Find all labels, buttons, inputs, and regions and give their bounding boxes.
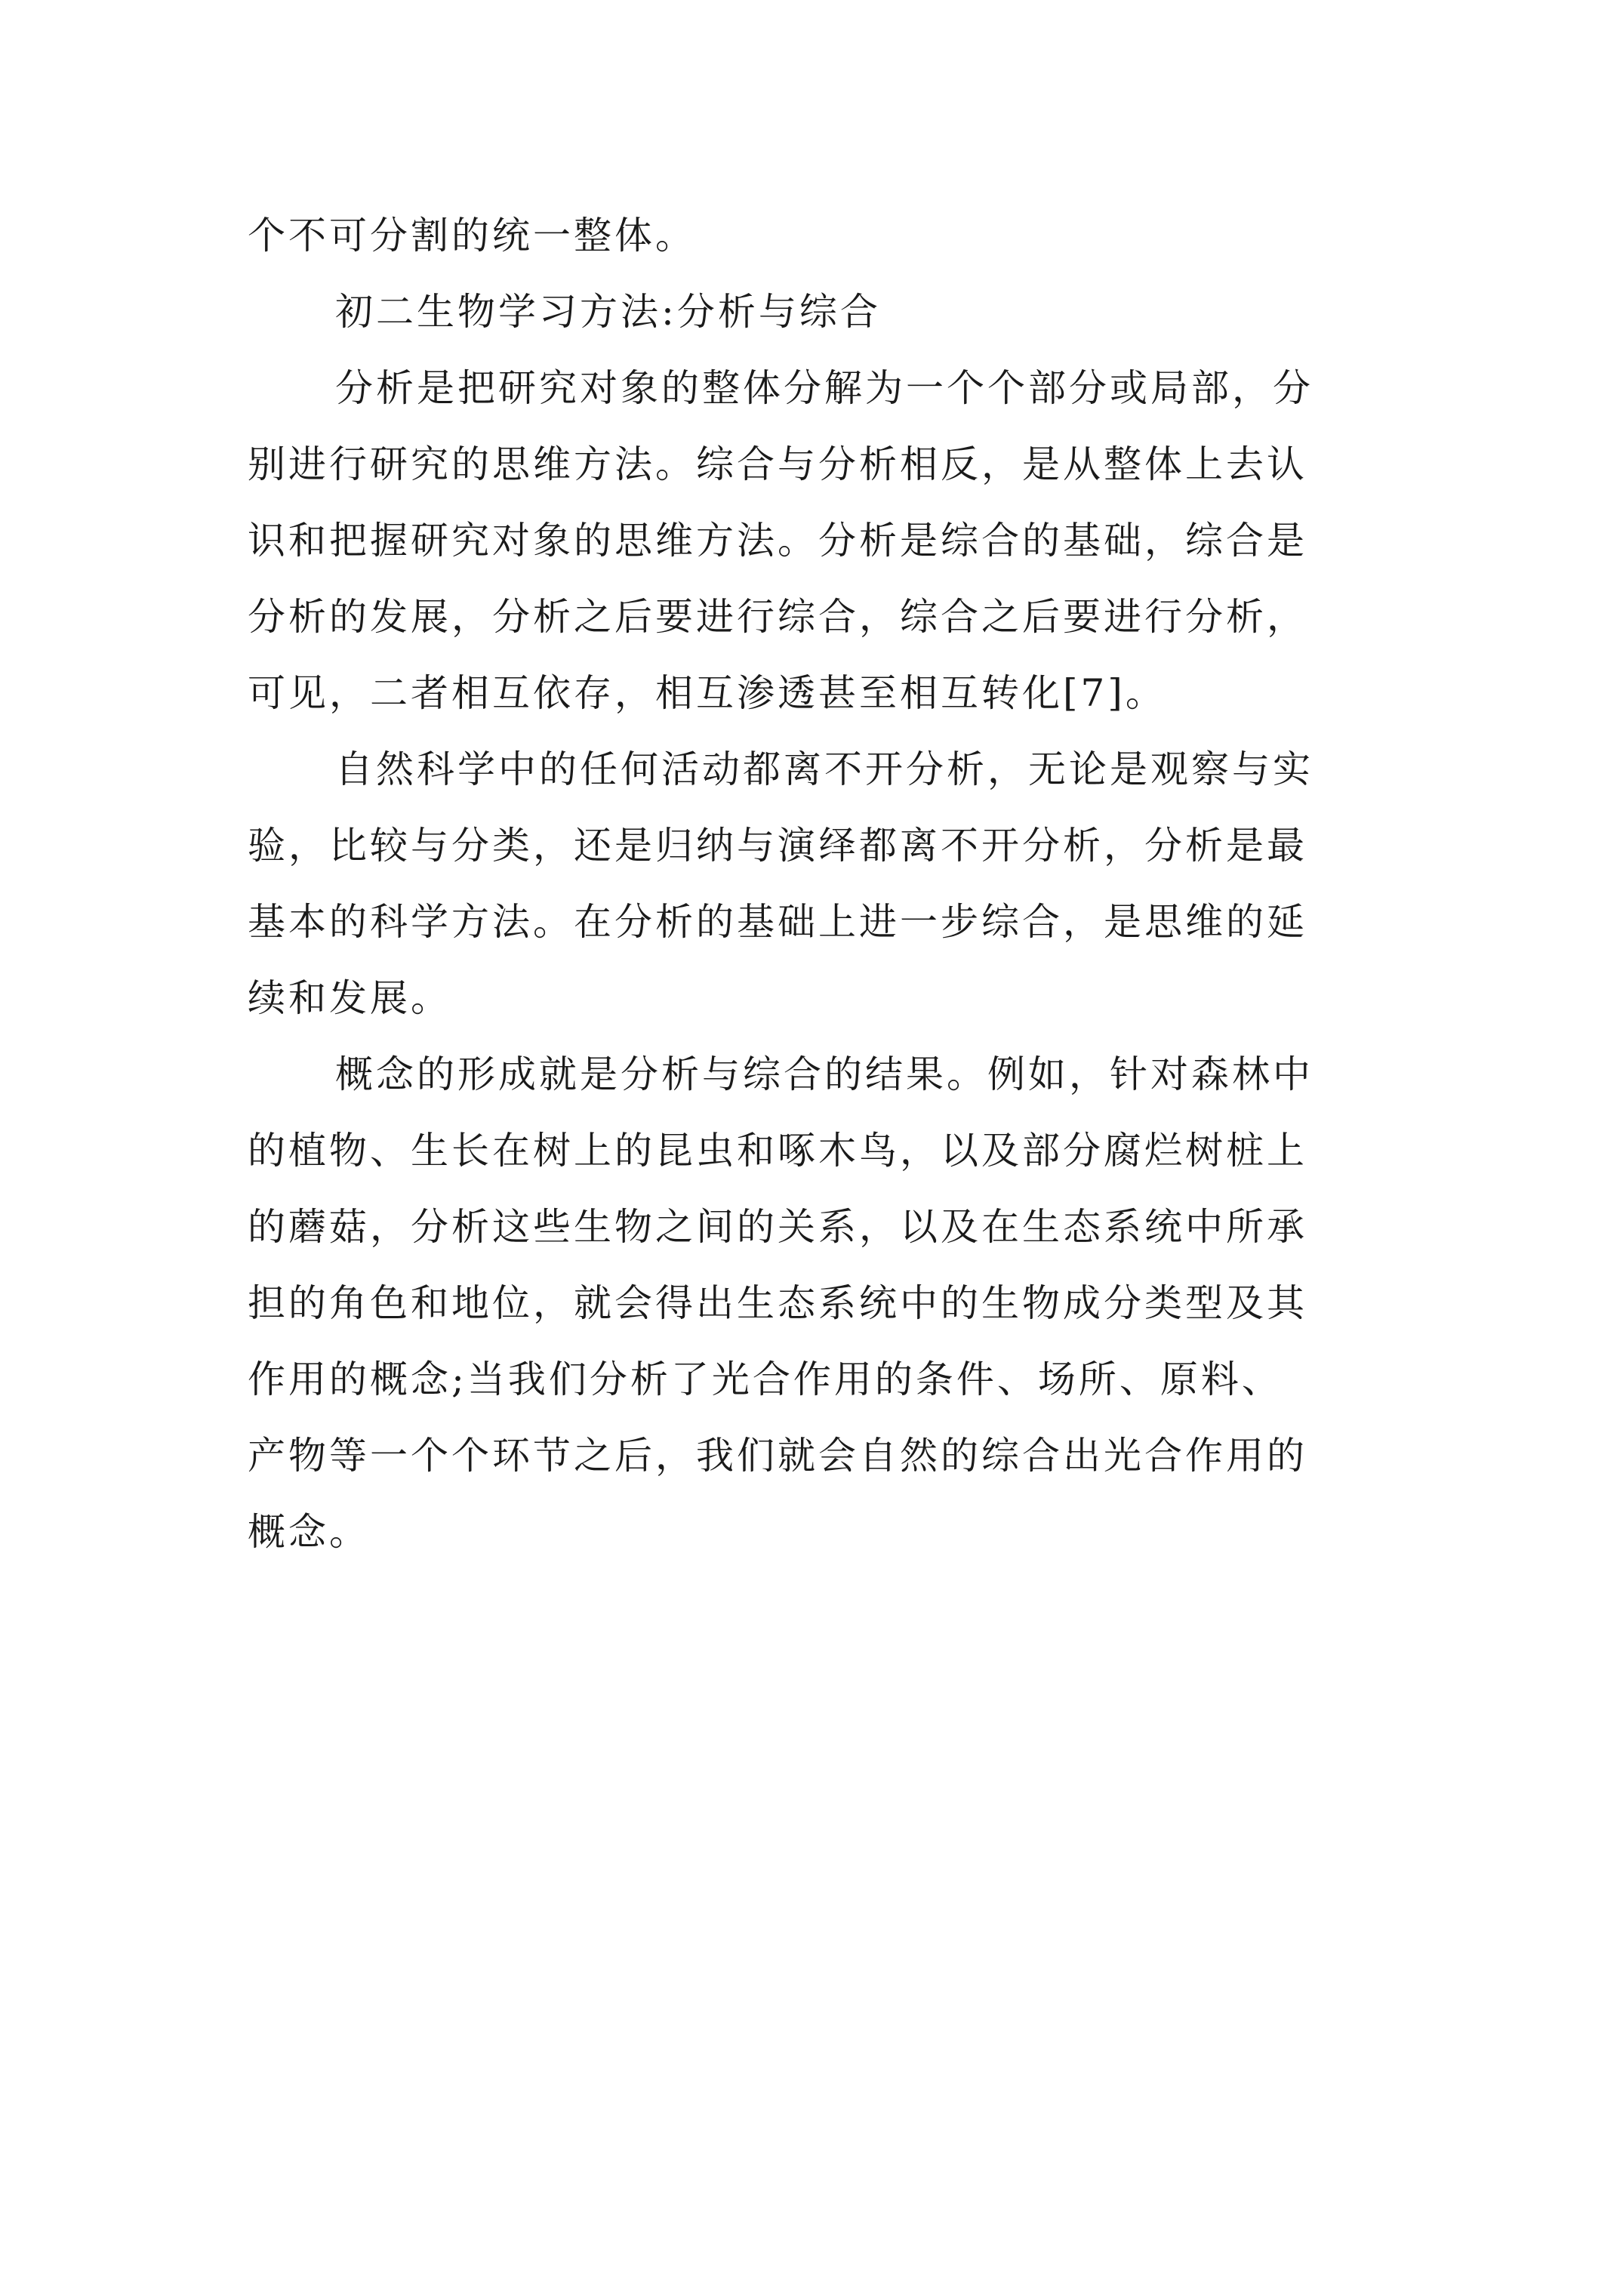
text-line: 续和发展。 (248, 976, 451, 1020)
text-line: 验，比较与分类，还是归纳与演绎都离不开分析，分析是最 (248, 824, 1307, 868)
paragraph-natural-science (248, 732, 1387, 1037)
text-line: 概念。 (248, 1510, 370, 1554)
document-body (248, 198, 1387, 1570)
text-line: 产物等一个个环节之后，我们就会自然的综合出光合作用的 (248, 1434, 1307, 1478)
text-line: 识和把握研究对象的思维方法。分析是综合的基础，综合是 (248, 519, 1307, 562)
text-line: 作用的概念;当我们分析了光合作用的条件、场所、原料、 (248, 1358, 1283, 1401)
text-line: 分析的发展，分析之后要进行综合，综合之后要进行分析， (248, 595, 1307, 639)
text-line: 概念的形成就是分析与综合的结果。例如，针对森林中 (335, 1052, 1313, 1096)
text-line: 担的角色和地位，就会得出生态系统中的生物成分类型及其 (248, 1281, 1307, 1325)
paragraph-analysis-synthesis (248, 350, 1387, 732)
text-line: 基本的科学方法。在分析的基础上进一步综合，是思维的延 (248, 900, 1307, 944)
text-line: 个不可分割的统一整体。 (248, 214, 696, 257)
paragraph-continuation (248, 198, 1387, 274)
text-line: 的蘑菇，分析这些生物之间的关系，以及在生态系统中所承 (248, 1205, 1307, 1249)
text-line: 的植物、生长在树上的昆虫和啄木鸟，以及部分腐烂树桩上 (248, 1129, 1307, 1173)
paragraph-concept-formation (248, 1037, 1387, 1570)
text-line: 自然科学中的任何活动都离不开分析，无论是观察与实 (335, 747, 1313, 791)
text-line: 别进行研究的思维方法。综合与分析相反，是从整体上去认 (248, 442, 1307, 486)
text-line: 分析是把研究对象的整体分解为一个个部分或局部，分 (335, 366, 1313, 410)
heading-text: 初二生物学习方法:分析与综合 (335, 290, 881, 334)
section-heading (248, 274, 1387, 350)
text-line: 可见，二者相互依存，相互渗透甚至相互转化[7]。 (248, 671, 1166, 715)
